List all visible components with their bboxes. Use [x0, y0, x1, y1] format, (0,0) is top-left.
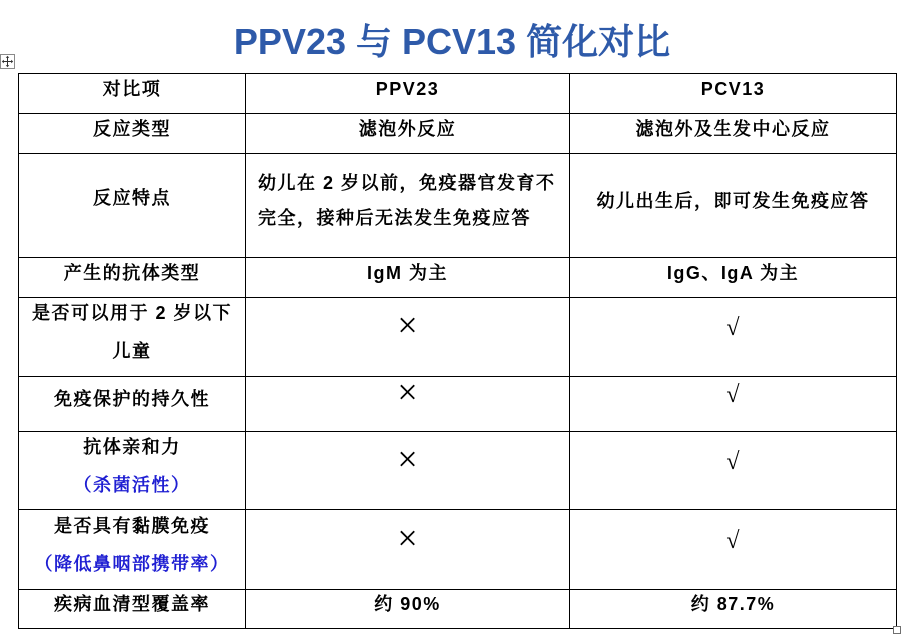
document-title: PPV23 与 PCV13 简化对比 [233, 21, 671, 62]
cell-item [19, 432, 246, 510]
cell-item-note: （降低鼻咽部携带率） [34, 553, 230, 574]
cross-mark: × [397, 372, 418, 412]
resize-square-icon[interactable] [893, 626, 901, 634]
cell-item-label: 是否具有黏膜免疫 [54, 515, 210, 536]
cell-pcv13 [570, 432, 897, 510]
cell-pcv13-text: 滤泡外及生发中心反应 [635, 118, 831, 139]
header-ppv23-label: PPV23 [375, 78, 440, 99]
cell-ppv23 [246, 114, 570, 154]
cell-item-label: 抗体亲和力 [83, 436, 181, 457]
cell-item [19, 114, 246, 154]
cell-ppv23 [246, 510, 570, 590]
header-item-label: 对比项 [102, 78, 162, 99]
cell-item [19, 154, 246, 258]
cell-ppv23 [246, 298, 570, 377]
cell-ppv23 [246, 372, 570, 432]
cell-pcv13 [570, 510, 897, 590]
table-header-row [19, 74, 897, 114]
cell-pcv13-text: 约 87.7% [690, 594, 776, 614]
cell-item-label: 反应特点 [93, 187, 171, 208]
cell-ppv23-text: 滤泡外反应 [358, 118, 457, 139]
table-row [19, 298, 897, 377]
cell-item-label: 反应类型 [93, 118, 171, 139]
cell-item [19, 510, 246, 590]
check-mark: √ [726, 382, 740, 408]
cell-ppv23 [246, 258, 570, 298]
cell-pcv13 [570, 298, 897, 377]
comparison-table [18, 73, 897, 629]
table-row [19, 154, 897, 258]
cell-item-label: 产生的抗体类型 [63, 262, 201, 283]
header-pcv13 [570, 74, 897, 114]
check-mark: √ [726, 527, 740, 554]
header-item [19, 74, 246, 114]
cell-pcv13-text: 幼儿出生后，即可发生免疫应答 [596, 190, 870, 211]
cell-pcv13 [570, 590, 897, 629]
cell-item-label: 免疫保护的持久性 [54, 389, 210, 409]
cell-item [19, 590, 246, 629]
cell-pcv13-text: IgG、IgA 为主 [666, 262, 800, 283]
header-ppv23 [246, 74, 570, 114]
cell-ppv23-text-line: 幼儿在 2 岁以前，免疫器官发育不 [258, 172, 556, 193]
cell-ppv23-text: IgM 为主 [367, 262, 448, 283]
cell-item-label-line: 是否可以用于 2 岁以下 [31, 303, 232, 323]
cross-mark: × [397, 305, 418, 345]
cell-ppv23 [246, 154, 570, 258]
table-row [19, 432, 897, 510]
cell-ppv23 [246, 432, 570, 510]
table-row [19, 114, 897, 154]
cell-ppv23-text-line: 完全，接种后无法发生免疫应答 [258, 207, 531, 228]
cell-ppv23 [246, 590, 570, 629]
cell-item-label: 疾病血清型覆盖率 [54, 594, 210, 614]
cell-item [19, 377, 246, 432]
table-row [19, 258, 897, 298]
cell-item-label-line: 儿童 [112, 341, 152, 361]
check-mark: √ [726, 448, 740, 475]
table-row [19, 377, 897, 432]
cell-item [19, 298, 246, 377]
header-pcv13-label: PCV13 [700, 78, 766, 99]
cell-item [19, 258, 246, 298]
cell-ppv23-text: 约 90% [374, 594, 441, 614]
check-mark: √ [726, 315, 740, 341]
cell-pcv13 [570, 377, 897, 432]
cell-pcv13 [570, 258, 897, 298]
table-move-handle[interactable] [0, 54, 15, 69]
cross-mark: × [397, 438, 418, 479]
table-row [19, 590, 897, 629]
cell-pcv13 [570, 154, 897, 258]
table-row [19, 510, 897, 590]
move-arrows-icon [0, 54, 15, 69]
cross-mark: × [397, 517, 418, 558]
cell-pcv13 [570, 114, 897, 154]
cell-item-note: （杀菌活性） [73, 474, 191, 495]
